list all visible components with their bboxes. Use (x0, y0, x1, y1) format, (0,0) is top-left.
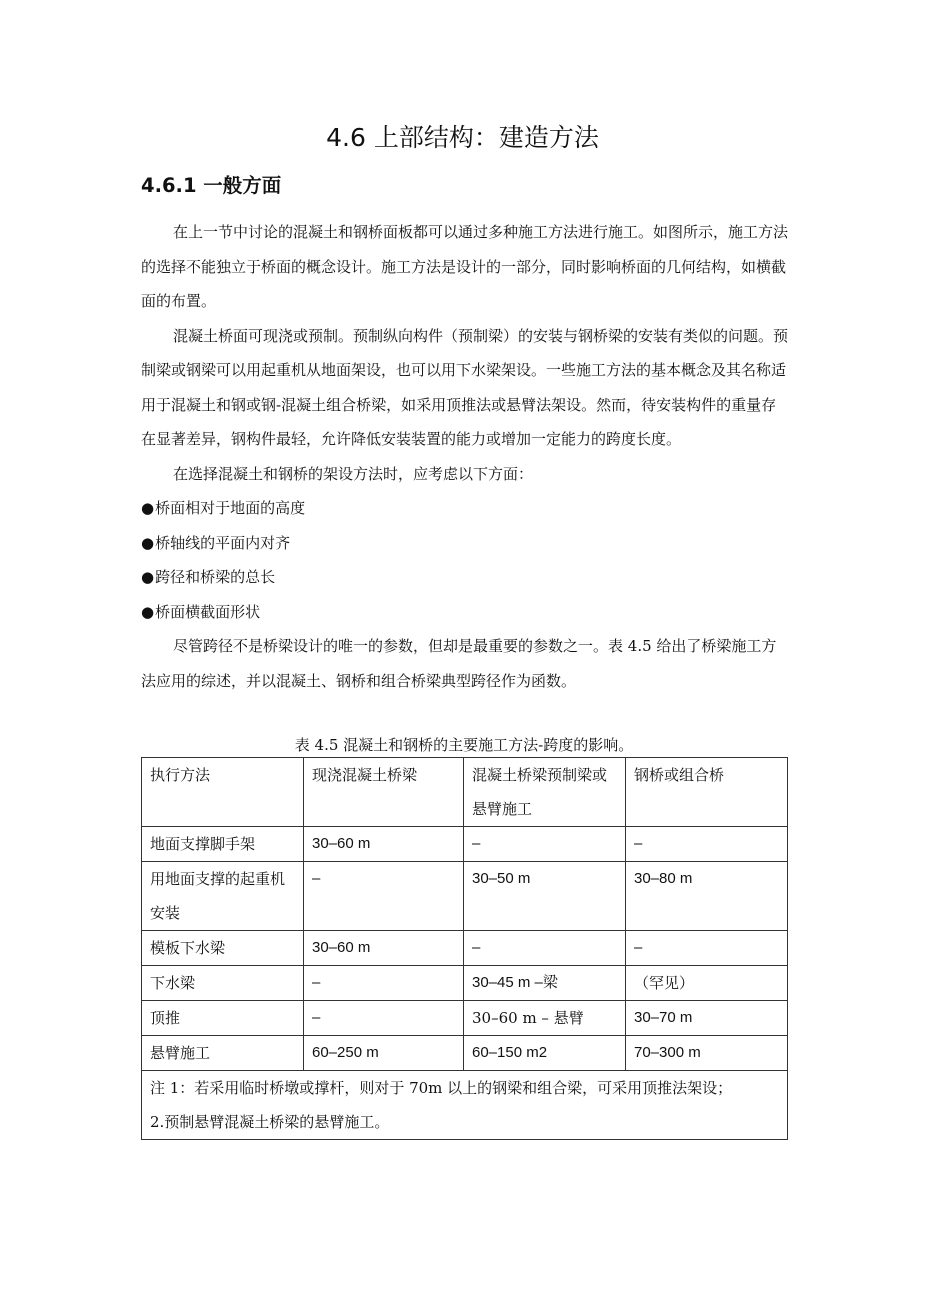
value-cell: – (304, 1001, 464, 1036)
bullet-item (141, 595, 791, 630)
method-cell: 地面支撑脚手架 (142, 827, 304, 862)
value-cell: – (464, 827, 626, 862)
value-cell: 30–50 m (464, 862, 626, 931)
bullet-text: 桥面横截面形状 (155, 602, 261, 621)
bullet-text: 桥轴线的平面内对齐 (155, 533, 291, 552)
method-cell: 用地面支撑的起重机安装 (142, 862, 304, 931)
value-cell: 60–150 m2 (464, 1036, 626, 1071)
bullet-item (141, 526, 791, 561)
bullet-text: 跨径和桥梁的总长 (155, 568, 276, 586)
value-cell: – (626, 931, 788, 966)
table-row (142, 931, 788, 966)
paragraph-2: 混凝土桥面可现浇或预制。预制纵向构件（预制梁）的安装与钢桥梁的安装有类似的问题。预制梁或钢梁可以用起重机从地面架设，也可以用下水梁架设。一些施工方法的基本概念及其名称适用于混凝土和钢或钢-混凝土组合桥梁，如采用顶推法或悬臂法架设。然而，待安装构件的重量存在显著差异，钢构件最轻，允许降低安装装置的能力或增加一定能力的跨度长度。 (141, 326, 789, 448)
value-cell: 30–60 m (304, 931, 464, 966)
table-row (142, 862, 788, 931)
body-text (141, 215, 791, 698)
paragraph-1: 在上一节中讨论的混凝土和钢桥面板都可以通过多种施工方法进行施工。如图所示，施工方法的选择不能独立于桥面的概念设计。施工方法是设计的一部分，同时影响桥面的几何结构，如横截面的布置。 (141, 223, 789, 310)
table-row (142, 827, 788, 862)
bullet-icon: ● (141, 533, 155, 552)
table-note-line-1: 注 1：若采用临时桥墩或撑杆，则对于 70m 以上的钢梁和组合梁，可采用顶推法架设； (150, 1079, 733, 1097)
table-row (142, 1001, 788, 1036)
value-cell: （罕见） (626, 966, 788, 1001)
value-cell: 30–60 m – 悬臂 (464, 1001, 626, 1036)
method-cell: 悬臂施工 (142, 1036, 304, 1071)
paragraph-3: 在选择混凝土和钢桥的架设方法时，应考虑以下方面： (173, 464, 534, 483)
table-row (142, 1036, 788, 1071)
value-cell: 60–250 m (304, 1036, 464, 1071)
construction-methods-table (141, 757, 788, 1140)
paragraph-4: 尽管跨径不是桥梁设计的唯一的参数，但却是最重要的参数之一。表 4.5 给出了桥梁施工方法应用的综述，并以混凝土、钢桥和组合桥梁典型跨径作为函数。 (141, 637, 777, 690)
method-cell: 顶推 (142, 1001, 304, 1036)
bullet-text: 桥面相对于地面的高度 (155, 499, 306, 517)
value-cell: 70–300 m (626, 1036, 788, 1071)
bullet-item (141, 491, 791, 526)
value-cell: – (304, 862, 464, 931)
bullet-icon: ● (141, 568, 155, 586)
table-caption: 表 4.5 混凝土和钢桥的主要施工方法-跨度的影响。 (294, 736, 634, 754)
value-cell: – (304, 966, 464, 1001)
value-cell: 30–70 m (626, 1001, 788, 1036)
subsection-title: 4.6.1 一般方面 (141, 174, 282, 197)
table-note-line-2: 2.预制悬臂混凝土桥梁的悬臂施工。 (150, 1113, 390, 1131)
method-cell: 下水梁 (142, 966, 304, 1001)
header-cell: 混凝土桥梁预制梁或悬臂施工 (464, 758, 626, 827)
bullet-icon: ● (141, 499, 155, 517)
bullet-item (141, 560, 791, 595)
value-cell: 30–80 m (626, 862, 788, 931)
value-cell: 30–45 m –梁 (464, 966, 626, 1001)
value-cell: – (464, 931, 626, 966)
table-note-row (142, 1071, 788, 1140)
bullet-icon: ● (141, 602, 155, 621)
table-note (142, 1071, 788, 1140)
header-cell: 钢桥或组合桥 (626, 758, 788, 827)
header-cell: 现浇混凝土桥梁 (304, 758, 464, 827)
header-cell: 执行方法 (142, 758, 304, 827)
value-cell: 30–60 m (304, 827, 464, 862)
method-cell: 模板下水梁 (142, 931, 304, 966)
section-title: 4.6 上部结构：建造方法 (326, 123, 599, 152)
table-header-row (142, 758, 788, 827)
table-row (142, 966, 788, 1001)
value-cell: – (626, 827, 788, 862)
